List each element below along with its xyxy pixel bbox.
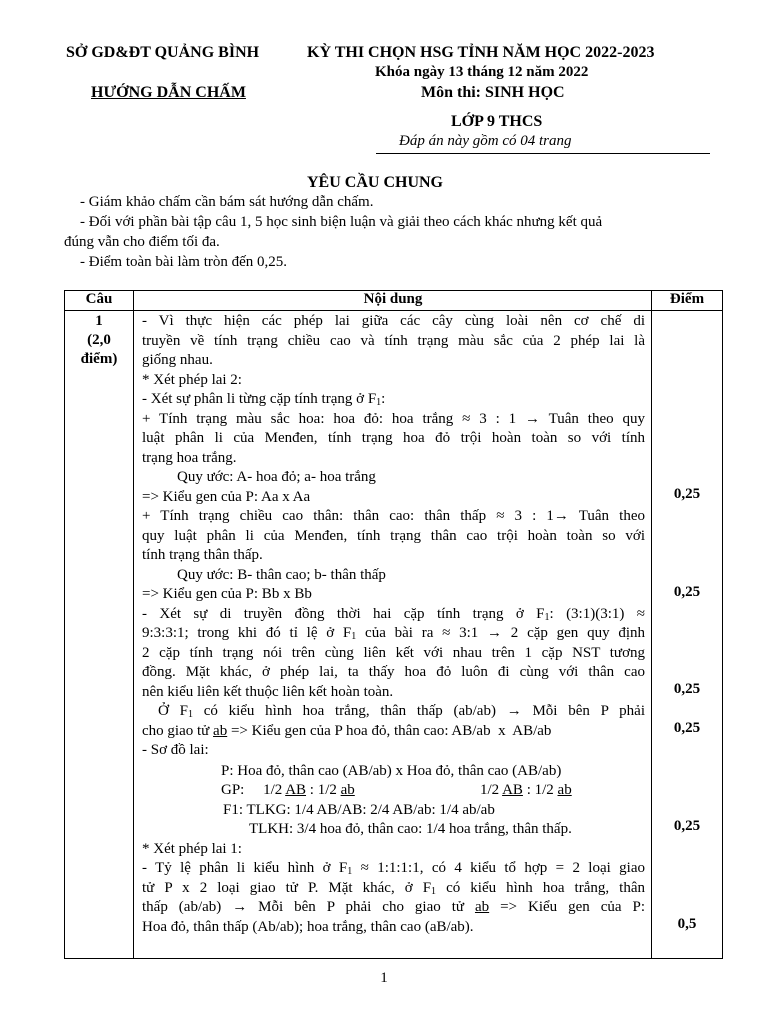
column-divider xyxy=(651,290,652,958)
grade: LỚP 9 THCS xyxy=(451,113,543,130)
content-line: trạng hoa trắng. xyxy=(142,449,237,466)
exam-date: Khóa ngày 13 tháng 12 năm 2022 xyxy=(375,64,589,80)
content-line: 2 cặp tính trạng nói trên cùng liên kết với nhau trên 1 cặp NST tương xyxy=(142,644,645,661)
content-line: + Tính trạng màu sắc hoa: hoa đỏ: hoa trắng ≈ 3 : 1 → Tuân theo quy xyxy=(142,410,645,427)
content-line: nên kiểu liên kết thuộc liên kết hoàn toàn. xyxy=(142,683,394,700)
question-points: điểm) xyxy=(80,351,118,367)
content-line: - Tỷ lệ phân li kiểu hình ở $F_1$ ≈ 1:1:1:1, có 4 kiểu tổ hợp = 2 loại giao xyxy=(142,860,645,877)
content-line: P: Hoa đỏ, thân cao (AB/ab) x Hoa đỏ, thân cao (AB/ab) xyxy=(221,763,562,779)
pages-note: Đáp án này gồm có 04 trang xyxy=(399,133,572,149)
content-line: đồng. Mặt khác, ở phép lai, ta thấy hoa đỏ luôn đi cùng với thân cao xyxy=(142,664,645,680)
content-line: tính trạng thân thấp. xyxy=(142,547,263,563)
content-line: TLKH: 3/4 hoa đỏ, thân cao: 1/4 hoa trắng, thân thấp. xyxy=(249,821,572,837)
content-line: F1: TLKG: 1/4 AB/AB: 2/4 AB/ab: 1/4 ab/ab xyxy=(223,801,495,818)
content-line: truyền về tính trạng chiều cao và tính trạng màu sắc của 2 phép lai là xyxy=(142,332,645,349)
content-line: cho giao tử ab => Kiểu gen của P hoa đỏ, thân cao: AB/ab x AB/ab xyxy=(142,722,552,739)
content-line: - Sơ đồ lai: xyxy=(142,742,209,758)
score-value: 0,25 xyxy=(673,818,701,834)
score-value: 0,5 xyxy=(677,916,697,932)
content-line: * Xét phép lai 2: xyxy=(142,371,242,388)
column-divider xyxy=(133,290,134,958)
score-value: 0,25 xyxy=(673,681,701,697)
content-line: thấp (ab/ab) → Mỗi bên P phải cho giao tử ab => Kiểu gen của P: xyxy=(142,899,646,915)
content-line: - Vì thực hiện các phép lai giữa các cây cùng loài nên cơ chế di xyxy=(142,313,645,329)
subject: Môn thi: SINH HỌC xyxy=(421,84,565,101)
general-requirements-title: YÊU CẦU CHUNG xyxy=(307,174,443,191)
page-number: 1 xyxy=(380,970,388,986)
content-line: 1/2 AB : 1/2 ab xyxy=(480,782,572,798)
question-points: (2,0 xyxy=(87,332,111,348)
question-number: 1 xyxy=(95,313,103,329)
content-line: 9:3:3:1; trong khi đó tỉ lệ ở $F_1$ của bài ra ≈ 3:1 → 2 cặp gen quy định xyxy=(142,625,645,642)
content-line: Quy ước: B- thân cao; b- thân thấp xyxy=(177,566,386,583)
content-line: Hoa đỏ, thân thấp (Ab/ab); hoa trắng, thân cao (aB/ab). xyxy=(142,918,474,935)
content-line: GP: 1/2 AB : 1/2 ab xyxy=(221,782,355,798)
content-line: => Kiểu gen của P: Bb x Bb xyxy=(142,586,312,602)
content-line: Ở $F_1$ có kiểu hình hoa trắng, thân thấp (ab/ab) → Mỗi bên P phải xyxy=(158,703,645,720)
column-header-score: Điểm xyxy=(669,291,705,307)
content-line: tử P x 2 loại giao tử P. Mặt khác, ở $F_1$ có kiểu hình hoa trắng, thân xyxy=(142,879,645,897)
score-value: 0,25 xyxy=(673,584,701,600)
general-item: - Giám khảo chấm cần bám sát hướng dẫn chấm. xyxy=(80,194,374,210)
score-value: 0,25 xyxy=(673,486,701,502)
content-line: => Kiểu gen của P: Aa x Aa xyxy=(142,488,311,505)
content-line: Quy ước: A- hoa đỏ; a- hoa trắng xyxy=(177,469,376,485)
header-row-divider xyxy=(64,310,722,311)
general-item: - Điểm toàn bài làm tròn đến 0,25. xyxy=(80,254,288,270)
content-line: luật phân li của Menđen, tính trạng hoa đỏ trội hoàn toàn so với tính xyxy=(142,430,645,446)
score-value: 0,25 xyxy=(673,720,701,736)
content-line: * Xét phép lai 1: xyxy=(142,840,242,857)
content-line: giống nhau. xyxy=(142,352,213,368)
content-line: quy luật phân li của Menđen, tính trạng thân cao trội hoàn toàn so với xyxy=(142,527,645,544)
content-line: + Tính trạng chiều cao thân: thân cao: thân thấp ≈ 3 : 1→ Tuân theo xyxy=(142,508,645,524)
column-header-content: Nội dung xyxy=(363,291,423,307)
content-line: - Xét sự di truyền đồng thời hai cặp tính trạng ở $F_1$: (3:1)(3:1) ≈ xyxy=(142,605,645,623)
general-item: - Đối với phần bài tập câu 1, 5 học sinh biện luận và giải theo cách khác nhưng kết quả xyxy=(80,214,603,230)
department-name: SỞ GD&ĐT QUẢNG BÌNH xyxy=(66,44,260,61)
general-item: đúng vẫn cho điểm tối đa. xyxy=(64,234,220,250)
exam-title: KỲ THI CHỌN HSG TỈNH NĂM HỌC 2022-2023 xyxy=(307,44,655,61)
content-line: - Xét sự phân li từng cặp tính trạng ở $F_1$: xyxy=(142,391,386,408)
marking-guide-title: HƯỚNG DẪN CHẤM xyxy=(91,84,246,101)
column-header-question: Câu xyxy=(85,291,113,307)
header-divider xyxy=(376,153,710,154)
